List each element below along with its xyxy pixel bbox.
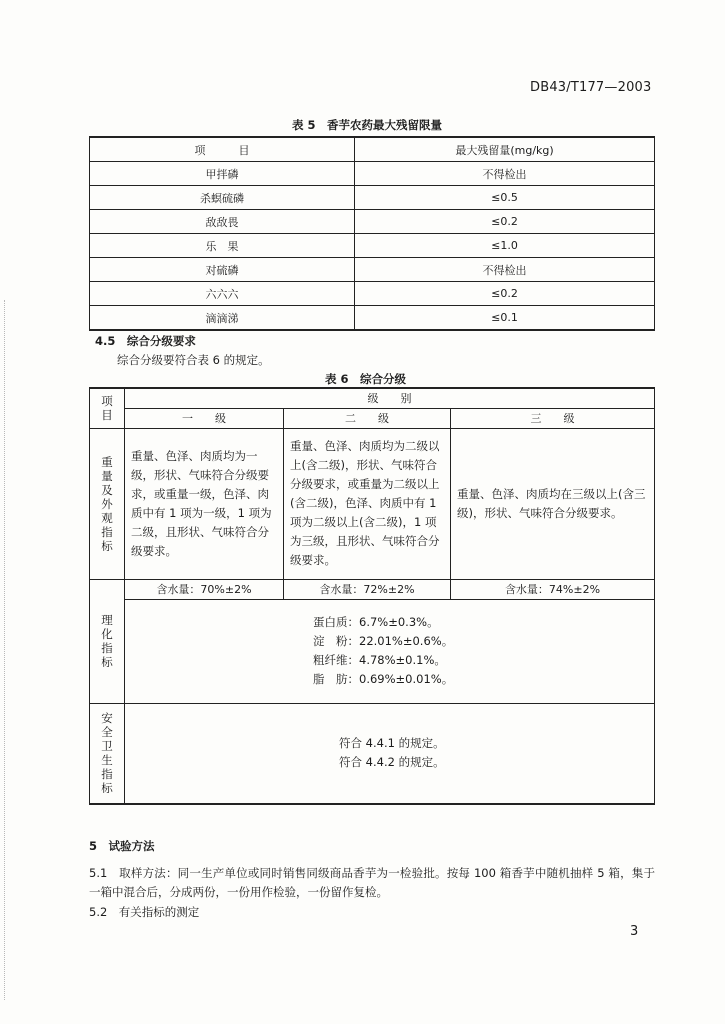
safety-rule-2: 符合 4.4.2 的规定。 [339, 755, 445, 770]
pesticide-name: 甲拌磷 [90, 162, 355, 186]
pesticide-name: 滴滴涕 [90, 306, 355, 331]
table-header-row [90, 388, 655, 408]
grade-2-header: 二 级 [284, 408, 451, 428]
table-row [90, 703, 655, 804]
pesticide-limit: 不得检出 [355, 162, 655, 186]
table5-pesticide-limits [89, 136, 655, 331]
grade-header: 级 别 [125, 388, 655, 408]
physchem-label: 理 化 指 标 [90, 579, 125, 703]
page-number: 3 [630, 924, 639, 939]
table6-caption: 表 6 综合分级 [325, 372, 407, 386]
scan-edge-dots [4, 300, 7, 1000]
table6-grading [89, 387, 655, 805]
item-header: 项 目 [90, 388, 125, 428]
pesticide-limit: ≤0.2 [355, 282, 655, 306]
document-code: DB43/T177—2003 [530, 80, 652, 95]
pesticide-limit: ≤0.5 [355, 186, 655, 210]
grade-1-header: 一 级 [125, 408, 284, 428]
protein-value: 蛋白质：6.7%±0.3%。 [313, 615, 439, 629]
safety-rule-1: 符合 4.4.1 的规定。 [339, 736, 445, 751]
grade-2-moisture: 含水量：72%±2% [284, 579, 451, 599]
table-row [90, 210, 655, 234]
grade-3-moisture: 含水量：74%±2% [451, 579, 655, 599]
fat-value: 脂 肪：0.69%±0.01%。 [313, 672, 454, 686]
pesticide-name: 乐 果 [90, 234, 355, 258]
safety-label: 安 全 卫 生 指 标 [90, 703, 125, 804]
pesticide-limit: 不得检出 [355, 258, 655, 282]
fiber-value: 粗纤维：4.78%±0.1%。 [313, 653, 446, 667]
grade-1-moisture: 含水量：70%±2% [125, 579, 284, 599]
starch-value: 淀 粉：22.01%±0.6%。 [313, 634, 454, 648]
table-row [90, 428, 655, 579]
weight-appearance-label: 重 量 及 外 观 指 标 [90, 428, 125, 579]
table-row [90, 306, 655, 331]
pesticide-name: 杀螟硫磷 [90, 186, 355, 210]
safety-values [125, 703, 655, 804]
pesticide-limit: ≤1.0 [355, 234, 655, 258]
section-5-heading: 5 试验方法 [89, 839, 155, 853]
table-row [90, 579, 655, 599]
header-limit: 最大残留量(mg/kg) [355, 137, 655, 162]
table5-caption: 表 5 香芋农药最大残留限量 [292, 118, 443, 132]
pesticide-name: 六六六 [90, 282, 355, 306]
pesticide-name: 对硫磷 [90, 258, 355, 282]
table-header-row [90, 408, 655, 428]
table-row [90, 599, 655, 703]
grade-3-criteria: 重量、色泽、肉质均在三级以上(含三级)，形状、气味符合分级要求。 [451, 428, 655, 579]
table-row [90, 234, 655, 258]
section-4-5-heading: 4.5 综合分级要求 [95, 334, 196, 348]
table-row [90, 162, 655, 186]
grade-3-header: 三 级 [451, 408, 655, 428]
grade-2-criteria: 重量、色泽、肉质均为二级以上(含二级)，形状、气味符合分级要求，或重量为二级以上(含二级)，色泽、肉质中有 1 项为二级以上(含二级)，1 项为三级，且形状、气味符合分级要求。 [284, 428, 451, 579]
pesticide-limit: ≤0.1 [355, 306, 655, 331]
header-item: 项 目 [90, 137, 355, 162]
pesticide-name: 敌敌畏 [90, 210, 355, 234]
physchem-values [125, 599, 655, 703]
table-header-row [90, 137, 655, 162]
table-row [90, 282, 655, 306]
section-5-1-text: 5.1 取样方法：同一生产单位或同时销售同级商品香芋为一检验批。按每 100 箱香芋中随机抽样 5 箱，集于一箱中混合后，分成两份，一份用作检验，一份留作复检。 [89, 866, 655, 899]
section-4-5-text: 综合分级要符合表 6 的规定。 [117, 353, 270, 367]
table-row [90, 186, 655, 210]
grade-1-criteria: 重量、色泽、肉质均为一级，形状、气味符合分级要求，或重量一级，色泽、肉质中有 1 项为一级，1 项为二级，且形状、气味符合分级要求。 [125, 428, 284, 579]
table-row [90, 258, 655, 282]
pesticide-limit: ≤0.2 [355, 210, 655, 234]
section-5-2-text: 5.2 有关指标的测定 [89, 905, 200, 919]
